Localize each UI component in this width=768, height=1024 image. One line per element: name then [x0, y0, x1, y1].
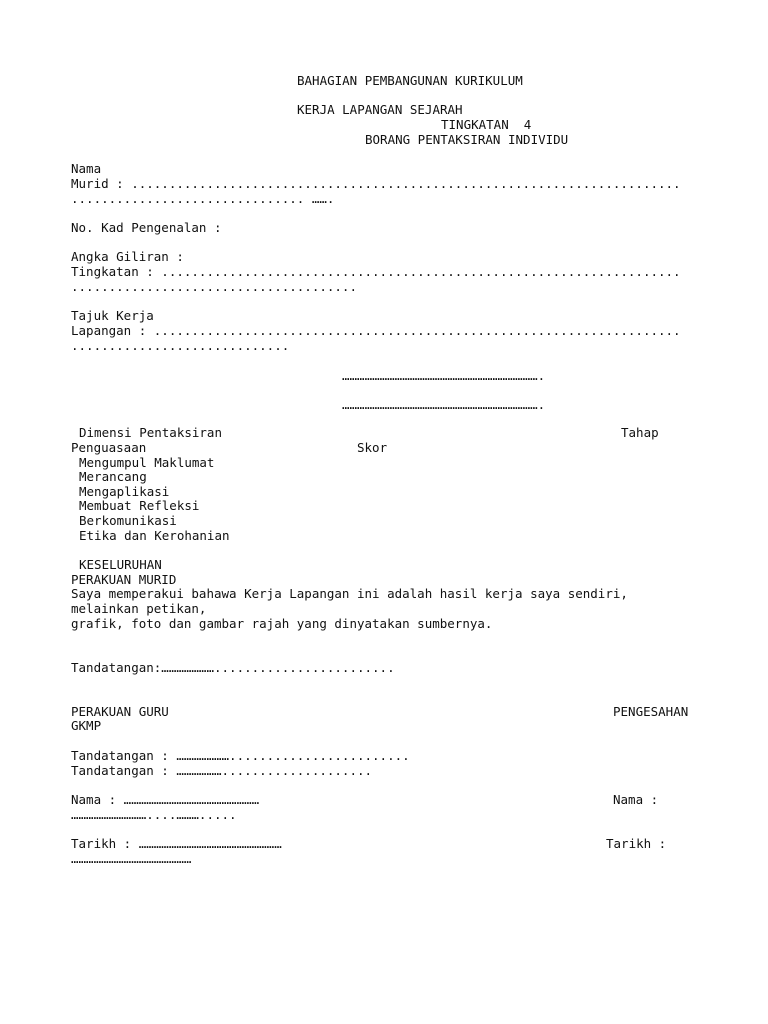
- form-title: BORANG PENTAKSIRAN INDIVIDU: [365, 132, 569, 147]
- murid-field-cont: ............................... …….: [71, 191, 335, 206]
- tingkatan-field-cont: ......................................: [71, 279, 357, 294]
- header-line-1: BAHAGIAN PEMBANGUNAN KURIKULUM: [297, 73, 523, 88]
- lapangan-field-cont: .............................: [71, 338, 290, 353]
- dimension-item: Membuat Refleksi: [79, 498, 200, 513]
- header-line-3: TINGKATAN 4: [441, 117, 532, 132]
- angka-giliran-field: Angka Giliran :: [71, 249, 184, 264]
- gkmp-signature-line: Tandatangan : ………………....................: [71, 763, 373, 778]
- keseluruhan-label: KESELURUHAN: [79, 557, 162, 572]
- murid-signature-line: Tandatangan:…………………........................: [71, 660, 395, 675]
- gkmp-nama-field: …………………………....……….....: [71, 807, 237, 822]
- murid-field: Murid : .........................................................................: [71, 176, 681, 191]
- dimension-item: Berkomunikasi: [79, 513, 177, 528]
- dimension-item: Etika dan Kerohanian: [79, 528, 230, 543]
- header-line-2: KERJA LAPANGAN SEJARAH: [297, 102, 463, 117]
- gkmp-tarikh-label: Tarikh :: [606, 836, 667, 851]
- gkmp-label: GKMP: [71, 718, 102, 733]
- pengesahan-title: PENGESAHAN: [613, 704, 689, 719]
- declaration-text: Saya memperakui bahawa Kerja Lapangan ini adalah hasil kerja saya sendiri,: [71, 586, 628, 601]
- guru-signature-line: Tandatangan : …………………........................: [71, 748, 410, 763]
- dimensi-header: Dimensi Pentaksiran: [79, 425, 222, 440]
- dimension-item: Merancang: [79, 469, 147, 484]
- perakuan-guru-title: PERAKUAN GURU: [71, 704, 169, 719]
- tajuk-kerja-label: Tajuk Kerja: [71, 308, 154, 323]
- dimension-item: Mengumpul Maklumat: [79, 455, 215, 470]
- guru-tarikh-field: Tarikh : …………………………………………………: [71, 836, 282, 851]
- kad-pengenalan-field: No. Kad Pengenalan :: [71, 220, 222, 235]
- gkmp-tarikh-field: …………………………………………: [71, 851, 192, 866]
- penguasaan-header: Penguasaan: [71, 440, 147, 455]
- nama-label: Nama: [71, 161, 102, 176]
- dimension-item: Mengaplikasi: [79, 484, 170, 499]
- skor-header: Skor: [357, 440, 388, 455]
- guru-nama-field: Nama : ………………………………………………: [71, 792, 260, 807]
- blank-line: …………………………………………………………………….: [342, 397, 546, 412]
- declaration-text: grafik, foto dan gambar rajah yang dinyatakan sumbernya.: [71, 616, 493, 631]
- tahap-header: Tahap: [621, 425, 659, 440]
- gkmp-nama-label: Nama :: [613, 792, 659, 807]
- declaration-text: melainkan petikan,: [71, 601, 207, 616]
- tingkatan-field: Tingkatan : .....................................................................: [71, 264, 681, 279]
- lapangan-field: Lapangan : ......................................................................: [71, 323, 681, 338]
- blank-line: …………………………………………………………………….: [342, 368, 546, 383]
- perakuan-murid-title: PERAKUAN MURID: [71, 572, 177, 587]
